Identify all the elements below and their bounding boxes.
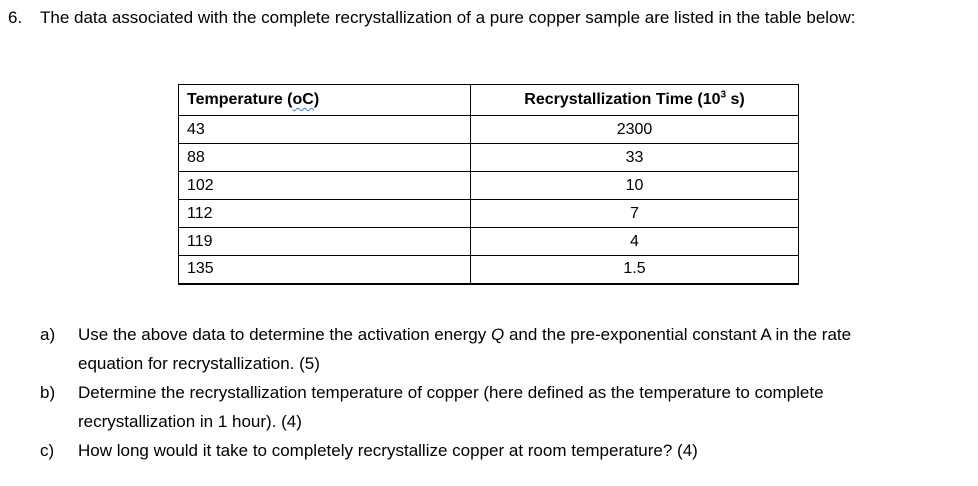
header-temperature-prefix: Temperature (: [187, 91, 293, 108]
header-time-exponent: 3: [720, 89, 727, 101]
cell-time: 2300: [471, 116, 799, 144]
question-parts-list: [40, 320, 920, 465]
recrystallization-data-table: [178, 84, 799, 285]
header-temperature: [179, 85, 471, 116]
part-b: [40, 378, 920, 436]
cell-time: 7: [471, 200, 799, 228]
cell-time: 33: [471, 144, 799, 172]
table-row: [179, 172, 799, 200]
header-recrystallization-time: [471, 85, 799, 116]
cell-temperature: 43: [179, 116, 471, 144]
header-time-prefix: Recrystallization Time (10: [524, 91, 721, 108]
cell-time: 4: [471, 228, 799, 256]
part-b-text: Determine the recrystallization temperature of copper (here defined as the temperature to complete recrystallization in 1 hour). (4): [78, 383, 824, 431]
part-c-text: How long would it take to completely recrystallize copper at room temperature? (4): [78, 441, 698, 460]
header-time-suffix: s): [726, 91, 745, 108]
part-c: [40, 436, 920, 465]
part-a-text-1: Use the above data to determine the activation energy: [78, 325, 491, 344]
question-number: 6.: [8, 8, 23, 27]
cell-time: 10: [471, 172, 799, 200]
cell-temperature: 135: [179, 256, 471, 284]
header-temperature-unit: oC: [292, 91, 314, 108]
table-row: [179, 116, 799, 144]
table-row: [179, 200, 799, 228]
part-a-label: a): [40, 325, 56, 344]
part-a: [40, 320, 920, 378]
table-row: [179, 144, 799, 172]
table-row: [179, 256, 799, 284]
part-c-label: c): [40, 441, 55, 460]
table-row: [179, 228, 799, 256]
table-header-row: [179, 85, 799, 116]
part-a-text-2: and the pre-exponential constant A in the rate equation for recrystallization. (5): [78, 325, 852, 373]
header-temperature-suffix: ): [313, 91, 320, 108]
cell-temperature: 102: [179, 172, 471, 200]
part-a-variable-q: Q: [490, 325, 505, 344]
question-text: The data associated with the complete recrystallization of a pure copper sample are listed in the table below:: [40, 8, 856, 27]
cell-temperature: 119: [179, 228, 471, 256]
cell-temperature: 88: [179, 144, 471, 172]
cell-time: 1.5: [471, 256, 799, 284]
question-6: [8, 4, 968, 32]
cell-temperature: 112: [179, 200, 471, 228]
part-b-label: b): [40, 383, 56, 402]
